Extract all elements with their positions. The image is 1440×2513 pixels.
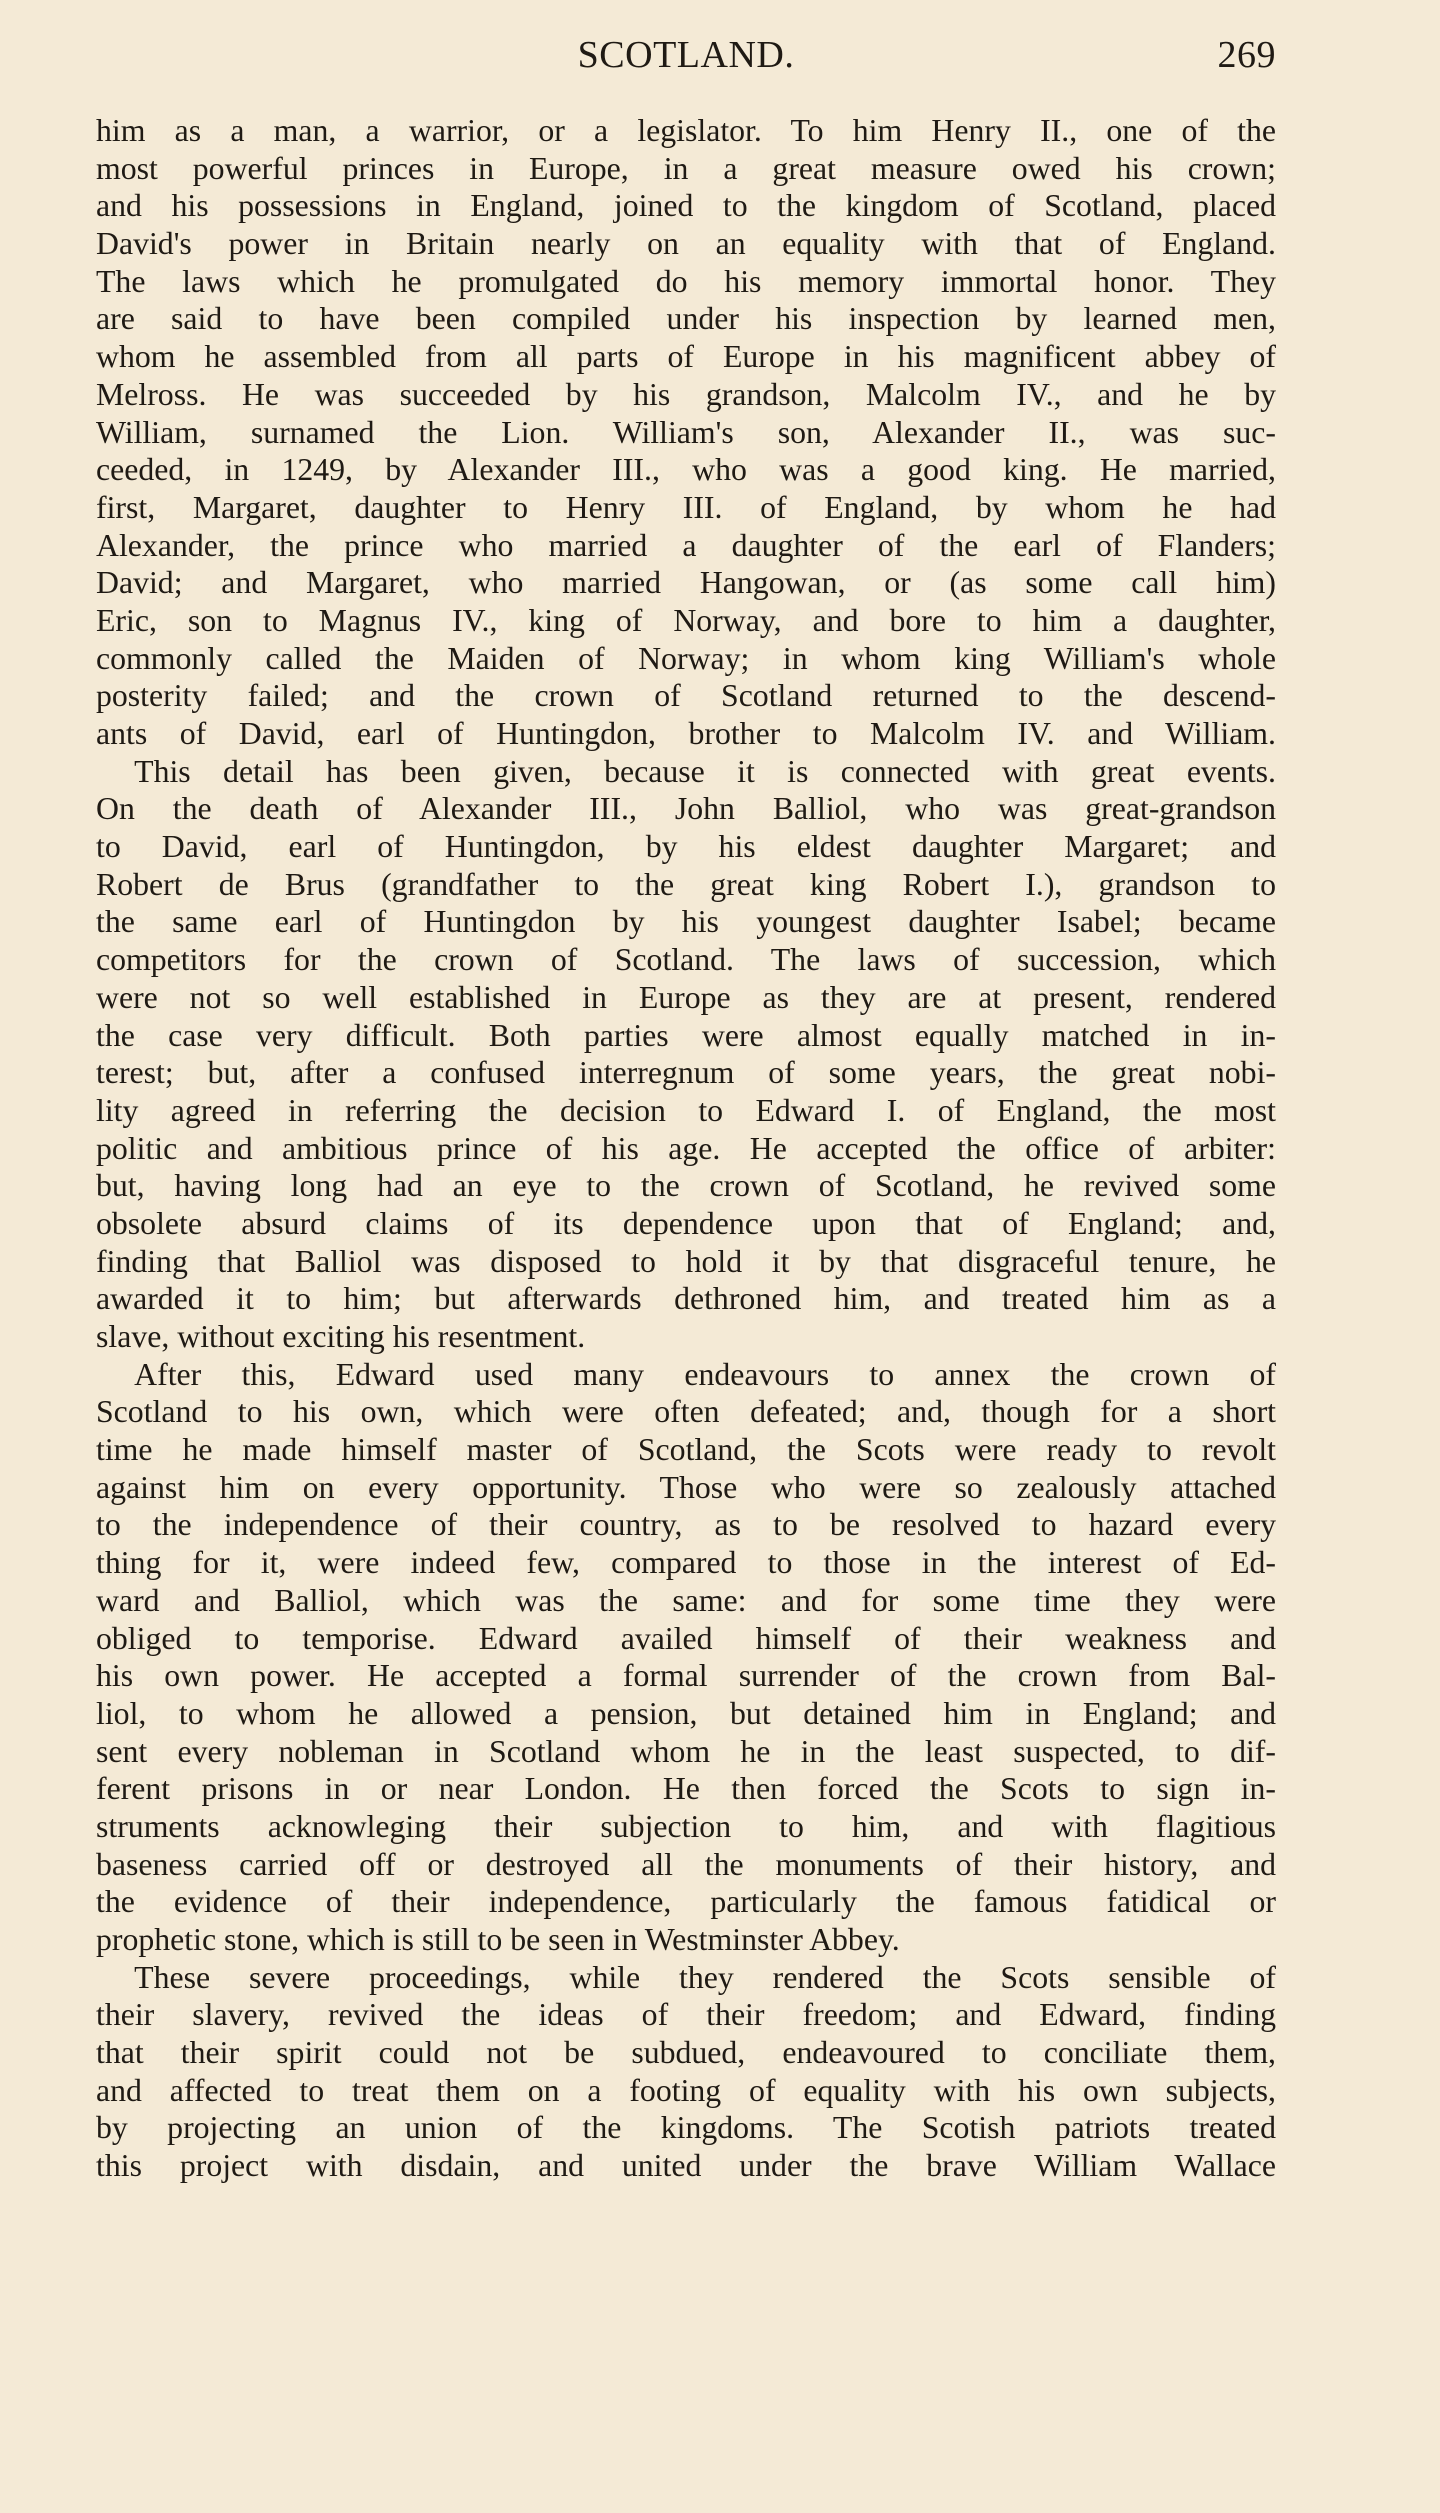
text-line: time he made himself master of Scotland, the Scots were ready to revolt [96,1432,1276,1468]
text-line: ward and Balliol, which was the same: and for some time they were [96,1582,1276,1618]
text-line: David's power in Britain nearly on an equality with that of England. [96,226,1276,262]
text-line: ferent prisons in or near London. He then forced the Scots to sign in- [96,1771,1276,1807]
text-line: him as a man, a warrior, or a legislator. To him Henry II., one of the [96,113,1276,148]
text-line: This detail has been given, because it is connected with great events. [134,753,1276,789]
text-line: After this, Edward used many endeavours to annex the crown of [134,1356,1276,1392]
text-line: slave, without exciting his resentment. [96,1319,586,1354]
text-line: that their spirit could not be subdued, endeavoured to conciliate them, [96,2035,1276,2071]
text-line: and affected to treat them on a footing of equality with his own subjects, [96,2072,1276,2108]
text-line: and his possessions in England, joined to the kingdom of Scotland, placed [96,188,1276,224]
text-line: These severe proceedings, while they rendered the Scots sensible of [134,1959,1276,1995]
text-line: most powerful princes in Europe, in a great measure owed his crown; [96,150,1276,186]
text-line: politic and ambitious prince of his age. He accepted the office of arbiter: [96,1130,1276,1166]
text-line: Robert de Brus (grandfather to the great king Robert I.), grandson to [96,866,1276,902]
text-line: William, surnamed the Lion. William's son, Alexander II., was suc- [96,414,1276,450]
page-number: 269 [1217,34,1276,76]
running-title: SCOTLAND. [577,34,795,76]
text-line: struments acknowleging their subjection to him, and with flagitious [96,1808,1276,1844]
text-line: baseness carried off or destroyed all the monuments of their history, and [96,1846,1276,1882]
text-line: Alexander, the prince who married a daughter of the earl of Flanders; [96,527,1276,563]
text-line: ants of David, earl of Huntingdon, brother to Malcolm IV. and William. [96,716,1276,751]
running-head [96,24,1276,86]
text-line: awarded it to him; but afterwards dethroned him, and treated him as a [96,1281,1276,1317]
text-line: sent every nobleman in Scotland whom he in the least suspected, to dif- [96,1733,1276,1769]
text-line: but, having long had an eye to the crown of Scotland, he revived some [96,1168,1276,1204]
text-line: whom he assembled from all parts of Europe in his magnificent abbey of [96,339,1276,375]
text-line: the case very difficult. Both parties were almost equally matched in in- [96,1017,1276,1053]
text-line: this project with disdain, and united under the brave William Wallace [96,2148,1276,2184]
text-line: Melross. He was succeeded by his grandson, Malcolm IV., and he by [96,376,1276,412]
text-line: are said to have been compiled under his inspection by learned men, [96,301,1276,337]
text-line: thing for it, were indeed few, compared to those in the interest of Ed- [96,1545,1276,1581]
text-line: lity agreed in referring the decision to Edward I. of England, the most [96,1092,1276,1128]
text-line: finding that Balliol was disposed to hold it by that disgraceful tenure, he [96,1243,1276,1279]
text-line: to the independence of their country, as to be resolved to hazard every [96,1507,1276,1543]
text-line: their slavery, revived the ideas of their freedom; and Edward, finding [96,1997,1276,2033]
text-line: Eric, son to Magnus IV., king of Norway, and bore to him a daughter, [96,602,1276,638]
text-line: liol, to whom he allowed a pension, but detained him in England; and [96,1695,1276,1731]
text-line: Scotland to his own, which were often defeated; and, though for a short [96,1394,1276,1430]
text-line: prophetic stone, which is still to be seen in Westminster Abbey. [96,1922,900,1957]
text-line: commonly called the Maiden of Norway; in whom king William's whole [96,640,1276,676]
text-line: to David, earl of Huntingdon, by his eldest daughter Margaret; and [96,829,1276,865]
text-line: first, Margaret, daughter to Henry III. of England, by whom he had [96,489,1276,525]
text-line: competitors for the crown of Scotland. The laws of succession, which [96,942,1276,978]
text-line: ceeded, in 1249, by Alexander III., who was a good king. He married, [96,452,1276,488]
text-line: posterity failed; and the crown of Scotland returned to the descend- [96,678,1276,714]
body-text [96,112,1276,2185]
text-line: On the death of Alexander III., John Balliol, who was great-grandson [96,791,1276,827]
text-line: The laws which he promulgated do his memory immortal honor. They [96,263,1276,299]
text-line: by projecting an union of the kingdoms. The Scotish patriots treated [96,2110,1276,2146]
text-line: against him on every opportunity. Those who were so zealously attached [96,1469,1276,1505]
book-page [96,24,1276,2185]
text-line: were not so well established in Europe as they are at present, rendered [96,979,1276,1015]
text-line: his own power. He accepted a formal surrender of the crown from Bal- [96,1658,1276,1694]
text-line: the same earl of Huntingdon by his youngest daughter Isabel; became [96,904,1276,940]
text-line: terest; but, after a confused interregnum of some years, the great nobi- [96,1055,1276,1091]
text-line: David; and Margaret, who married Hangowan, or (as some call him) [96,565,1276,601]
text-line: the evidence of their independence, particularly the famous fatidical or [96,1884,1276,1920]
text-line: obliged to temporise. Edward availed himself of their weakness and [96,1620,1276,1656]
text-line: obsolete absurd claims of its dependence upon that of England; and, [96,1205,1276,1241]
